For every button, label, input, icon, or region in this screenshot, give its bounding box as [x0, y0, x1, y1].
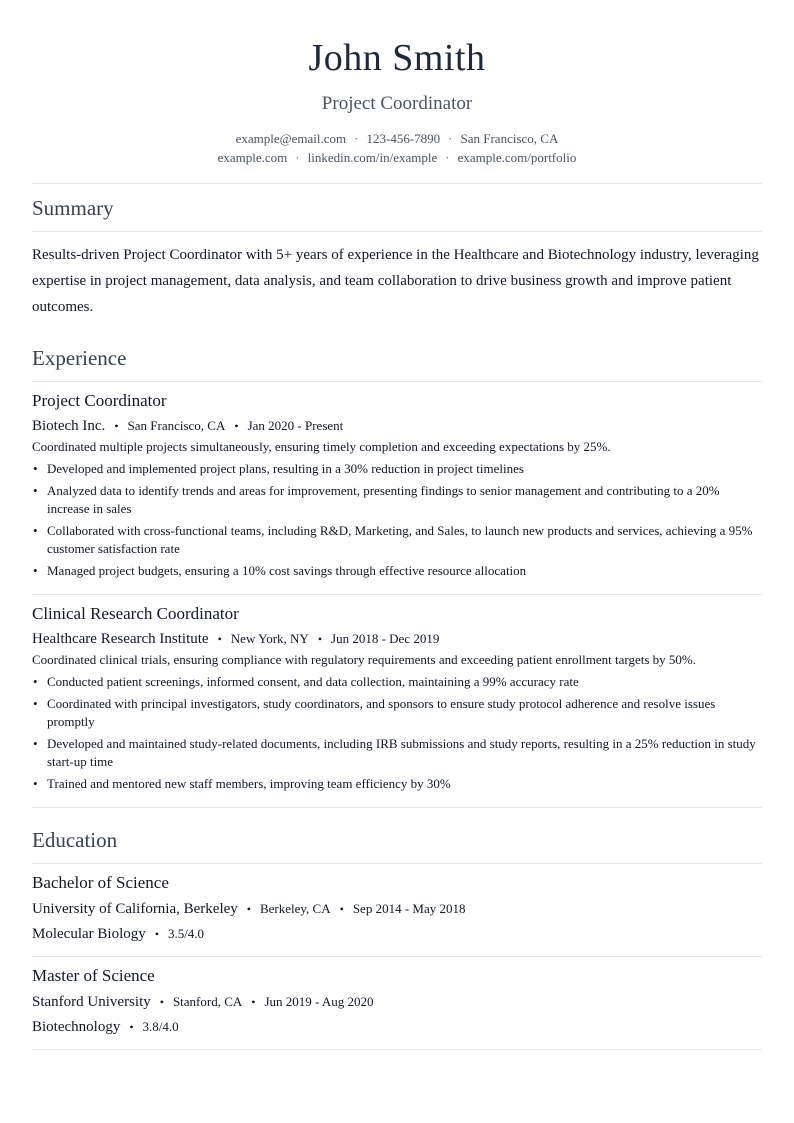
contact-row-links [32, 148, 762, 167]
meta-separator: • [154, 927, 159, 941]
phone-number[interactable]: 123-456-7890 [366, 131, 441, 146]
meta-separator: • [234, 419, 239, 433]
job-title: Project Coordinator [32, 391, 167, 410]
candidate-name: John Smith [308, 37, 486, 79]
contact-row-primary [32, 129, 762, 148]
entry-divider [32, 1049, 762, 1050]
contact-separator: · [445, 150, 450, 165]
achievement-item: • Collaborated with cross-functional teams, including R&D, Marketing, and Sales, to launch new products and services, achieving a 95% customer satisfaction rate [32, 522, 762, 558]
gpa: 3.5/4.0 [167, 926, 205, 941]
achievement-item: • Managed project budgets, ensuring a 10% cost savings through effective resource allocation [32, 562, 762, 580]
school-meta [32, 899, 762, 919]
education-heading: Education [32, 828, 118, 852]
experience-entry [32, 382, 762, 594]
school-location: Stanford, CA [172, 994, 243, 1009]
summary-section-header [32, 184, 762, 231]
school-name: University of California, Berkeley [32, 901, 238, 917]
resume-header [32, 0, 762, 167]
meta-separator: • [159, 995, 164, 1009]
email-link[interactable]: example@email.com [235, 131, 347, 146]
job-meta [32, 629, 762, 649]
contact-separator: · [354, 131, 359, 146]
meta-separator: • [339, 902, 344, 916]
school-meta [32, 992, 762, 1012]
job-location: San Francisco, CA [127, 418, 226, 433]
meta-separator: • [246, 902, 251, 916]
achievement-item: • Developed and maintained study-related documents, including IRB submissions and study reports, resulting in a 25% reduction in study start-up time [32, 735, 762, 771]
degree-name: Bachelor of Science [32, 873, 169, 892]
job-title: Clinical Research Coordinator [32, 604, 239, 623]
job-location: New York, NY [230, 631, 309, 646]
field-of-study: Biotechnology [32, 1019, 121, 1035]
school-name: Stanford University [32, 994, 151, 1010]
achievement-item: • Developed and implemented project plans, resulting in a 30% reduction in project timelines [32, 460, 762, 478]
field-meta [32, 1017, 762, 1037]
job-dates: Jun 2018 - Dec 2019 [331, 631, 440, 646]
field-meta [32, 924, 762, 944]
school-dates: Sep 2014 - May 2018 [352, 901, 466, 916]
degree-name: Master of Science [32, 966, 155, 985]
meta-separator: • [217, 632, 222, 646]
meta-separator: • [317, 632, 323, 646]
field-of-study: Molecular Biology [32, 926, 146, 942]
job-description: Coordinated clinical trials, ensuring compliance with regulatory requirements and exceeding patient enrollment targets by 50%. [32, 652, 696, 667]
website-link[interactable]: example.com [217, 150, 288, 165]
experience-heading: Experience [32, 346, 127, 370]
school-location: Berkeley, CA [259, 901, 331, 916]
education-section-header [32, 808, 762, 863]
location: San Francisco, CA [460, 131, 559, 146]
job-achievements [32, 673, 762, 793]
job-meta [32, 416, 762, 436]
experience-entry [32, 595, 762, 807]
school-dates: Jun 2019 - Aug 2020 [264, 994, 374, 1009]
education-entry [32, 957, 762, 1049]
summary-heading: Summary [32, 196, 114, 220]
education-entry [32, 864, 762, 956]
achievement-item: • Conducted patient screenings, informed consent, and data collection, maintaining a 99% accuracy rate [32, 673, 762, 691]
meta-separator: • [251, 995, 256, 1009]
contact-separator: · [295, 150, 300, 165]
portfolio-link[interactable]: example.com/portfolio [457, 150, 577, 165]
linkedin-link[interactable]: linkedin.com/in/example [307, 150, 438, 165]
company-name: Healthcare Research Institute [32, 631, 209, 647]
contact-separator: · [448, 131, 453, 146]
contact-info [32, 129, 762, 167]
meta-separator: • [129, 1020, 134, 1034]
gpa: 3.8/4.0 [142, 1019, 179, 1034]
job-achievements [32, 460, 762, 580]
candidate-title: Project Coordinator [321, 93, 473, 114]
achievement-item: • Trained and mentored new staff members, improving team efficiency by 30% [32, 775, 762, 793]
achievement-item: • Analyzed data to identify trends and areas for improvement, presenting findings to senior management and contributing to a 20% increase in sales [32, 482, 762, 518]
job-dates: Jan 2020 - Present [247, 418, 344, 433]
summary-text: Results-driven Project Coordinator with 5+ years of experience in the Healthcare and Biotechnology industry, leveraging expertise in project management, data analysis, and team collaboration to drive business growth and improve patient outcomes. [32, 247, 759, 315]
achievement-item: • Coordinated with principal investigators, study coordinators, and sponsors to ensure study protocol adherence and resolve issues promptly [32, 695, 762, 731]
company-name: Biotech Inc. [32, 418, 106, 434]
meta-separator: • [114, 419, 119, 433]
job-description: Coordinated multiple projects simultaneously, ensuring timely completion and exceeding expectations by 25%. [32, 439, 611, 454]
experience-section-header [32, 334, 762, 381]
